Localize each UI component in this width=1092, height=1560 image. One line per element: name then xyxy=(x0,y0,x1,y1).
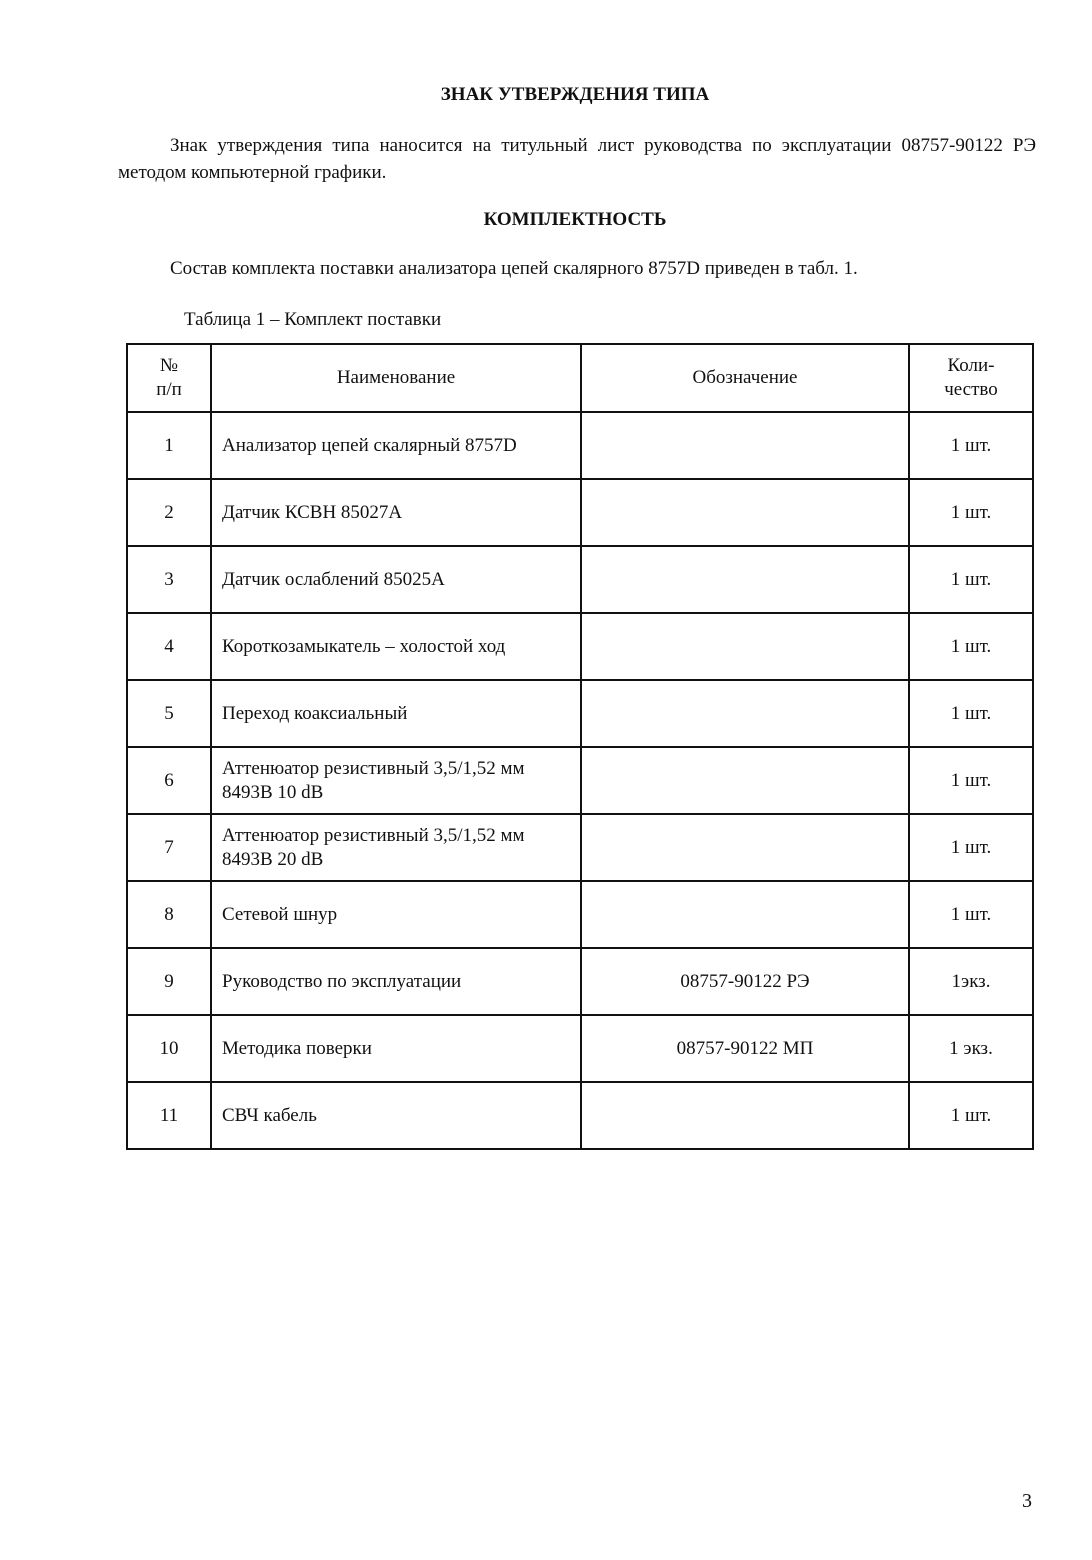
row-number: 2 xyxy=(127,479,211,546)
row-designation xyxy=(581,1082,909,1149)
row-number: 8 xyxy=(127,881,211,948)
row-designation: 08757-90122 МП xyxy=(581,1015,909,1082)
row-number: 1 xyxy=(127,412,211,479)
table-row xyxy=(127,479,1033,546)
row-designation xyxy=(581,680,909,747)
row-name: СВЧ кабель xyxy=(211,1082,581,1149)
header-designation: Обозначение xyxy=(581,344,909,412)
row-name: Методика поверки xyxy=(211,1015,581,1082)
row-quantity: 1 шт. xyxy=(909,479,1033,546)
row-name: Датчик ослаблений 85025А xyxy=(211,546,581,613)
row-name: Аттенюатор резистивный 3,5/1,52 мм 8493В 10 dB xyxy=(211,747,581,814)
row-quantity: 1 шт. xyxy=(909,747,1033,814)
table-row xyxy=(127,1015,1033,1082)
row-number: 3 xyxy=(127,546,211,613)
table-row xyxy=(127,680,1033,747)
row-designation xyxy=(581,747,909,814)
section-title-type-approval: ЗНАК УТВЕРЖДЕНИЯ ТИПА xyxy=(440,84,710,105)
row-number: 7 xyxy=(127,814,211,881)
row-quantity: 1 шт. xyxy=(909,546,1033,613)
header-number xyxy=(127,344,211,412)
row-number: 4 xyxy=(127,613,211,680)
type-approval-paragraph: Знак утверждения типа наносится на титульный лист руководства по эксплуатации 08757-90122 РЭ методом компьютерной графики. xyxy=(118,135,1036,183)
row-number: 6 xyxy=(127,747,211,814)
row-quantity: 1 шт. xyxy=(909,412,1033,479)
row-quantity: 1 шт. xyxy=(909,881,1033,948)
row-number: 5 xyxy=(127,680,211,747)
row-name: Аттенюатор резистивный 3,5/1,52 мм 8493В 20 dB xyxy=(211,814,581,881)
row-name: Анализатор цепей скалярный 8757D xyxy=(211,412,581,479)
row-number: 11 xyxy=(127,1082,211,1149)
row-name: Сетевой шнур xyxy=(211,881,581,948)
row-number: 9 xyxy=(127,948,211,1015)
table-row xyxy=(127,546,1033,613)
row-quantity: 1 шт. xyxy=(909,814,1033,881)
row-designation xyxy=(581,546,909,613)
table-row xyxy=(127,747,1033,814)
completeness-intro: Состав комплекта поставки анализатора цепей скалярного 8757D приведен в табл. 1. xyxy=(170,258,858,279)
table-row xyxy=(127,881,1033,948)
header-quantity: Коли- чество xyxy=(909,344,1033,412)
row-designation xyxy=(581,613,909,680)
row-quantity: 1 экз. xyxy=(909,1015,1033,1082)
table-row xyxy=(127,948,1033,1015)
row-quantity: 1 шт. xyxy=(909,1082,1033,1149)
row-designation: 08757-90122 РЭ xyxy=(581,948,909,1015)
row-quantity: 1экз. xyxy=(909,948,1033,1015)
header-name: Наименование xyxy=(211,344,581,412)
row-name: Переход коаксиальный xyxy=(211,680,581,747)
header-number-label: № п/п xyxy=(156,355,182,400)
row-designation xyxy=(581,881,909,948)
table-caption: Таблица 1 – Комплект поставки xyxy=(184,309,442,330)
section-title-completeness: КОМПЛЕКТНОСТЬ xyxy=(483,209,667,230)
page-number: 3 xyxy=(1022,1490,1032,1512)
row-name: Короткозамыкатель – холостой ход xyxy=(211,613,581,680)
row-designation xyxy=(581,412,909,479)
table-header-row xyxy=(127,344,1033,412)
row-quantity: 1 шт. xyxy=(909,613,1033,680)
row-name: Датчик КСВН 85027А xyxy=(211,479,581,546)
table-row xyxy=(127,613,1033,680)
row-name: Руководство по эксплуатации xyxy=(211,948,581,1015)
table-row xyxy=(127,412,1033,479)
row-designation xyxy=(581,814,909,881)
delivery-set-table xyxy=(126,343,1034,1150)
row-number: 10 xyxy=(127,1015,211,1082)
table-row xyxy=(127,1082,1033,1149)
table-row xyxy=(127,814,1033,881)
row-quantity: 1 шт. xyxy=(909,680,1033,747)
row-designation xyxy=(581,479,909,546)
